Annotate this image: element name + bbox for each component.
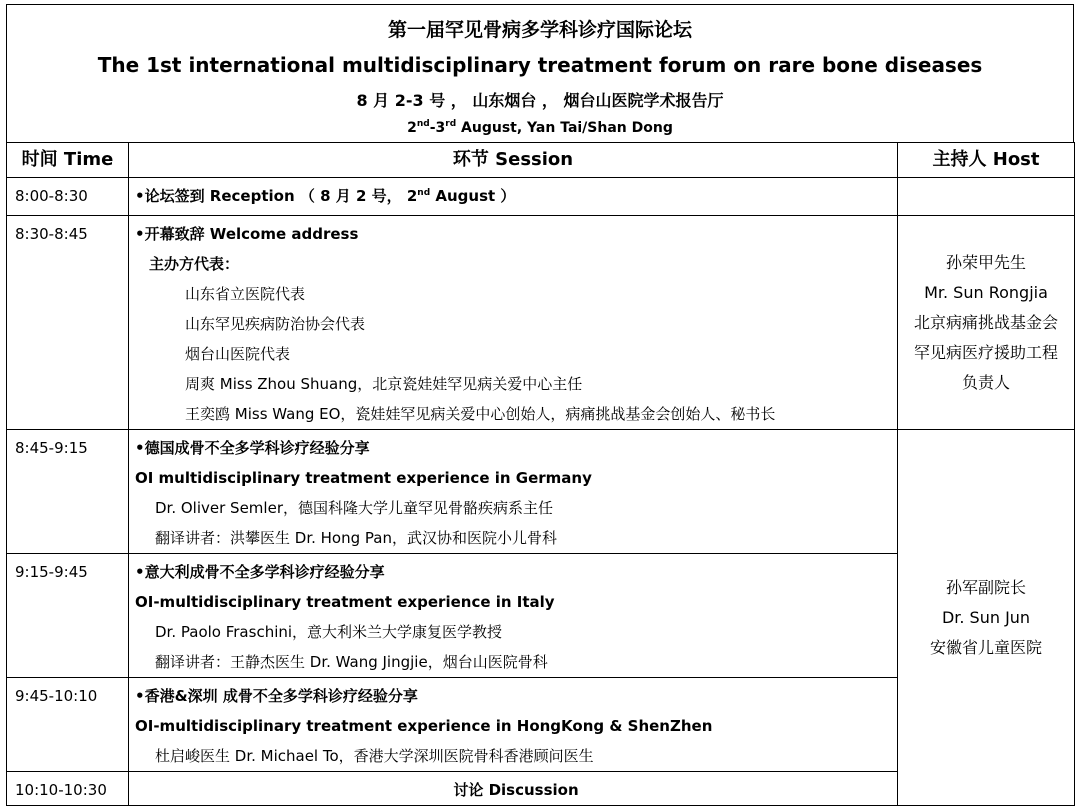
- host-line: 孙军副院长: [945, 577, 1026, 597]
- row-session: [129, 216, 898, 430]
- host-line: 罕见病医疗援助工程: [913, 342, 1058, 362]
- session-line: 山东省立医院代表: [185, 285, 306, 303]
- col-header-host: 主持人 Host: [898, 143, 1075, 178]
- date-place-en: 2nd-3rd August, Yan Tai/Shan Dong: [407, 119, 673, 136]
- schedule-table: [6, 142, 1075, 806]
- row-time: 8:00-8:30: [7, 178, 129, 216]
- host-line: 北京病痛挑战基金会: [913, 312, 1058, 332]
- row-session: [129, 554, 898, 678]
- host-line: 安徽省儿童医院: [929, 637, 1042, 657]
- session-line: 翻译讲者：王静杰医生 Dr. Wang Jingjie，烟台山医院骨科: [155, 653, 548, 671]
- row-time: 9:45-10:10: [7, 678, 129, 772]
- host-cell-1: [898, 216, 1075, 430]
- session-title-en: OI multidisciplinary treatment experience in Germany: [135, 469, 592, 487]
- table-header-row: [7, 143, 1075, 178]
- session-title-cn: •意大利成骨不全多学科诊疗经验分享: [135, 563, 385, 581]
- row-session: •论坛签到 Reception （ 8 月 2 号， 2nd August ）: [129, 178, 898, 216]
- session-title-en: OI-multidisciplinary treatment experience in Italy: [135, 593, 555, 611]
- row-session: 讨论 Discussion: [129, 772, 898, 806]
- table-row: [7, 430, 1075, 554]
- col-header-session: 环节 Session: [129, 143, 898, 178]
- row-session: [129, 430, 898, 554]
- forum-header: [6, 4, 1074, 142]
- table-row: [7, 216, 1075, 430]
- title-en: The 1st international multidisciplinary treatment forum on rare bone diseases: [97, 53, 983, 77]
- row-time: 8:45-9:15: [7, 430, 129, 554]
- host-line: Dr. Sun Jun: [941, 607, 1031, 627]
- date-place-cn: 8 月 2-3 号 ， 山东烟台 ， 烟台山医院学术报告厅: [356, 91, 724, 110]
- host-line: 孙荣甲先生: [945, 252, 1026, 272]
- session-line: 烟台山医院代表: [185, 345, 291, 363]
- session-line: 山东罕见疾病防治协会代表: [185, 315, 366, 333]
- title-cn: 第一届罕见骨病多学科诊疗国际论坛: [387, 19, 692, 41]
- session-line: Dr. Paolo Fraschini，意大利米兰大学康复医学教授: [155, 623, 503, 641]
- session-title-en: OI-multidisciplinary treatment experience in HongKong & ShenZhen: [135, 717, 713, 735]
- host-line: Mr. Sun Rongjia: [924, 282, 1048, 302]
- session-title-cn: •香港&深圳 成骨不全多学科诊疗经验分享: [135, 687, 418, 705]
- row-host-empty: [898, 178, 1075, 216]
- host-line: 负责人: [961, 372, 1010, 392]
- session-title-cn: •德国成骨不全多学科诊疗经验分享: [135, 439, 370, 457]
- session-line: Dr. Oliver Semler，德国科隆大学儿童罕见骨骼疾病系主任: [155, 499, 553, 517]
- session-title: •开幕致辞 Welcome address: [135, 225, 359, 243]
- row-time: 9:15-9:45: [7, 554, 129, 678]
- host-cell-2: [898, 430, 1075, 806]
- row-session: [129, 678, 898, 772]
- table-row: [7, 178, 1075, 216]
- row-time: 10:10-10:30: [7, 772, 129, 806]
- session-line: 杜启峻医生 Dr. Michael To，香港大学深圳医院骨科香港顾问医生: [155, 747, 594, 765]
- col-header-time: 时间 Time: [7, 143, 129, 178]
- session-line: 周爽 Miss Zhou Shuang，北京瓷娃娃罕见病关爱中心主任: [185, 375, 583, 393]
- session-line: 翻译讲者：洪攀医生 Dr. Hong Pan，武汉协和医院小儿骨科: [155, 529, 557, 547]
- row-time: 8:30-8:45: [7, 216, 129, 430]
- session-subtitle: 主办方代表：: [149, 255, 240, 273]
- session-line: 王奕鸥 Miss Wang EO，瓷娃娃罕见病关爱中心创始人，病痛挑战基金会创始人、秘书长: [185, 405, 776, 423]
